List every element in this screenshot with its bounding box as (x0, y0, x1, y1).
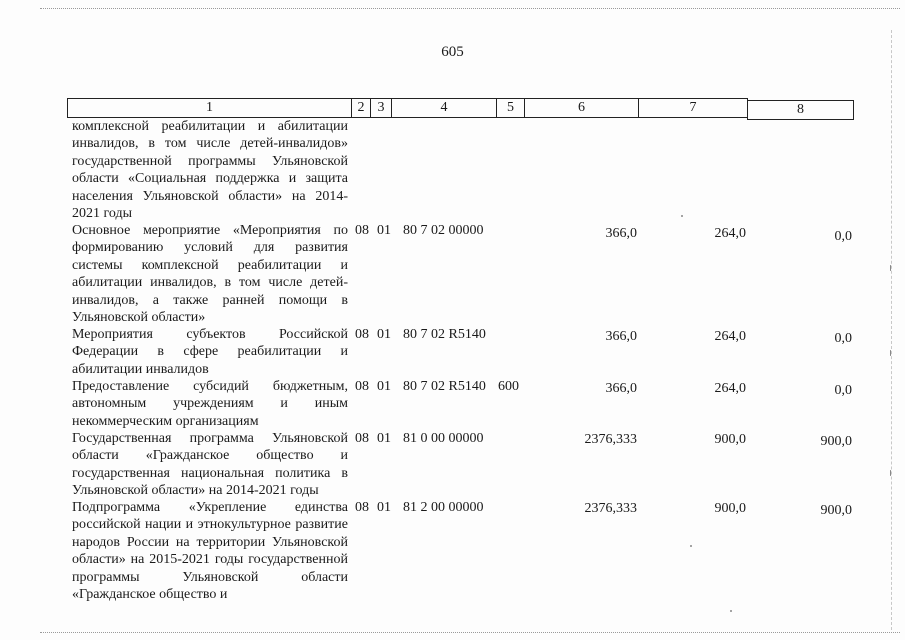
scan-edge-bottom (40, 632, 900, 634)
cell-amount-7: 264,0 (714, 381, 746, 396)
header-col-6: 6 (524, 98, 639, 118)
cell-amount-8: 0,0 (834, 229, 852, 244)
cell-expense-type: 600 (498, 379, 519, 394)
cell-amount-7: 264,0 (714, 226, 746, 241)
row-description: комплексной реабилитации и абилитации инвалидов, в том числе детей-инвалидов» государственной программы Ульяновской области «Социальная поддержка и защита населения Ульяновской области» на 2014-2021 годы (72, 119, 348, 222)
page-number: 605 (441, 44, 464, 60)
scan-speck (890, 265, 891, 271)
cell-target-article: 81 2 00 00000 (403, 500, 484, 515)
cell-section: 08 (355, 327, 369, 342)
header-col-2: 2 (351, 98, 371, 118)
scan-speck (730, 610, 732, 612)
cell-amount-7: 900,0 (714, 501, 746, 516)
cell-amount-7: 264,0 (714, 329, 746, 344)
cell-amount-6: 2376,333 (584, 501, 637, 516)
header-col-3: 3 (370, 98, 392, 118)
header-col-1: 1 (67, 98, 352, 118)
cell-section: 08 (355, 379, 369, 394)
scan-speck (890, 350, 891, 356)
cell-amount-6: 366,0 (605, 381, 637, 396)
row-description: Подпрограмма «Укрепление единства российской нации и этнокультурное развитие народов России на территории Ульяновской области» на 2015-2021 годы государственной программы Ульяновской области «Гражданское общество и (72, 500, 348, 603)
header-col-5: 5 (496, 98, 525, 118)
cell-amount-6: 366,0 (605, 329, 637, 344)
cell-subsection: 01 (377, 223, 391, 238)
scan-speck (690, 545, 692, 547)
cell-subsection: 01 (377, 379, 391, 394)
cell-section: 08 (355, 431, 369, 446)
header-col-8: 8 (747, 100, 854, 120)
cell-amount-8: 0,0 (834, 383, 852, 398)
cell-subsection: 01 (377, 327, 391, 342)
cell-target-article: 81 0 00 00000 (403, 431, 484, 446)
row-description: Основное мероприятие «Мероприятия по формированию условий для развития системы комплексной реабилитации и абилитации инвалидов, в том числе детей-инвалидов, а также ранней помощи в Ульяновской области» (72, 223, 348, 326)
cell-amount-8: 900,0 (820, 434, 852, 449)
cell-amount-8: 0,0 (834, 331, 852, 346)
row-description: Предоставление субсидий бюджетным, автономным учреждениям и иным некоммерческим организациям (72, 379, 348, 429)
header-col-7: 7 (638, 98, 748, 118)
cell-section: 08 (355, 500, 369, 515)
cell-target-article: 80 7 02 00000 (403, 223, 484, 238)
cell-target-article: 80 7 02 R5140 (403, 327, 486, 342)
cell-amount-8: 900,0 (820, 503, 852, 518)
cell-section: 08 (355, 223, 369, 238)
scan-speck (681, 215, 683, 217)
scan-edge-top (40, 8, 900, 10)
row-description: Государственная программа Ульяновской области «Гражданское общество и государственная национальная политика в Ульяновской области» на 2014-2021 годы (72, 431, 348, 499)
row-description: Мероприятия субъектов Российской Федерации в сфере реабилитации и абилитации инвалидов (72, 327, 348, 377)
cell-amount-6: 366,0 (605, 226, 637, 241)
cell-subsection: 01 (377, 500, 391, 515)
scan-edge-right (891, 30, 893, 630)
header-col-4: 4 (391, 98, 497, 118)
scan-speck (890, 470, 891, 476)
cell-amount-7: 900,0 (714, 432, 746, 447)
cell-subsection: 01 (377, 431, 391, 446)
cell-amount-6: 2376,333 (584, 432, 637, 447)
cell-target-article: 80 7 02 R5140 (403, 379, 486, 394)
